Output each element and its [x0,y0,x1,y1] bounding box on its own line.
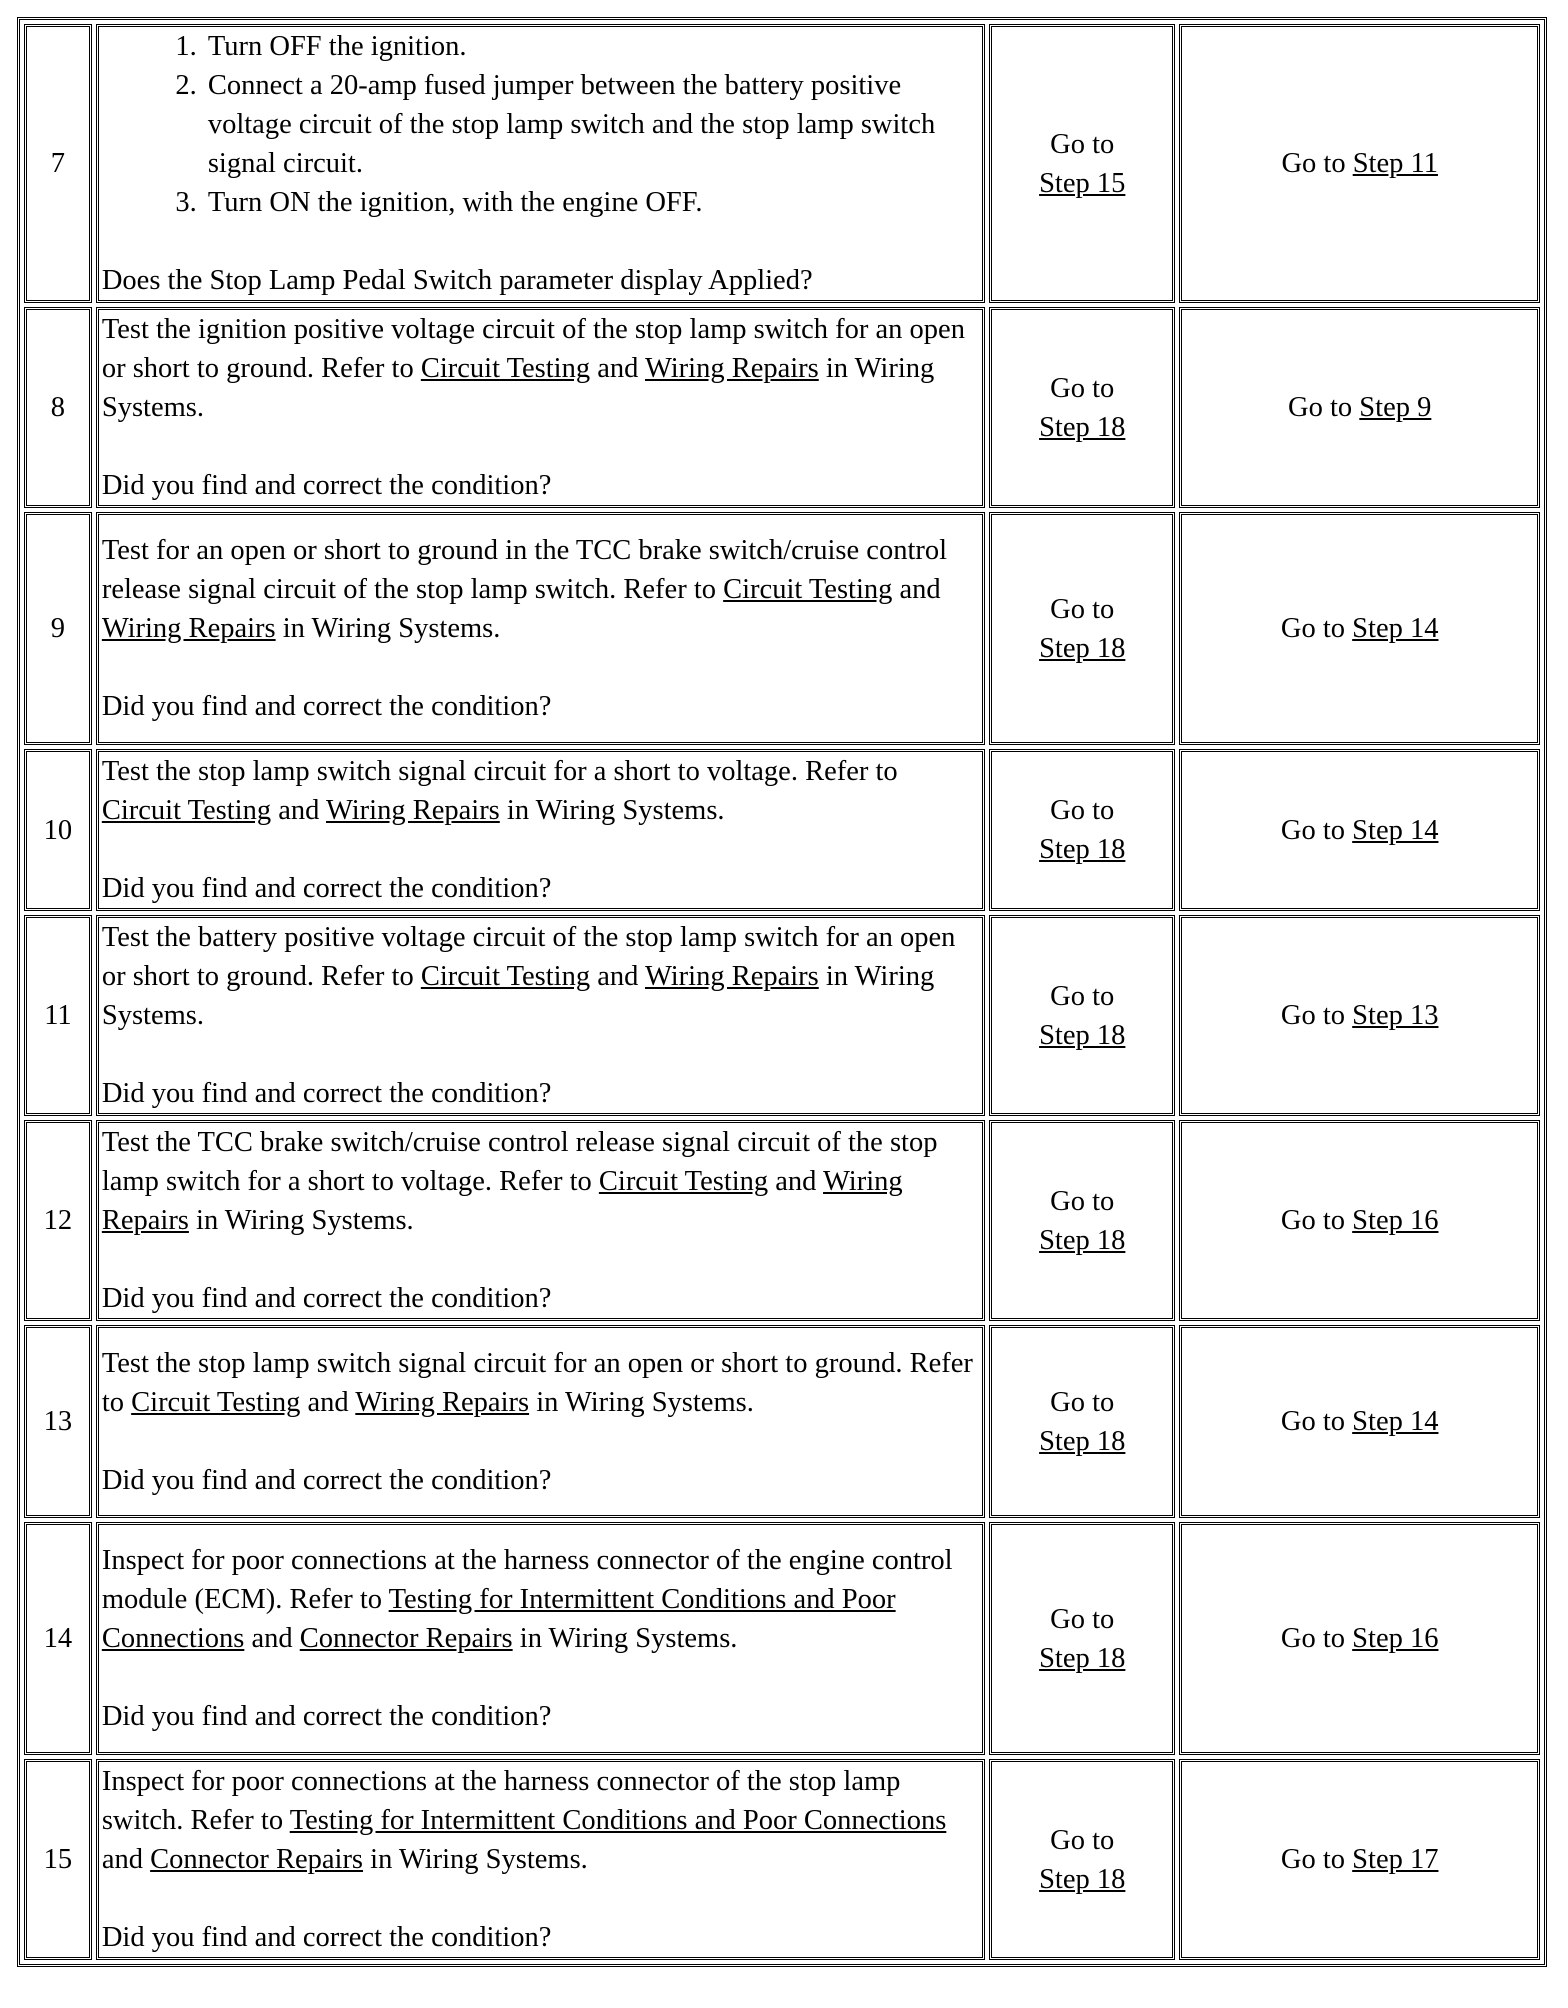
step-number: 8 [24,307,92,508]
circuit-testing-link[interactable]: Circuit Testing [723,574,893,605]
step-number: 14 [24,1522,92,1755]
intermittent-conditions-link[interactable]: Testing for Intermittent Conditions and Poor Connections [289,1805,947,1836]
wiring-repairs-link[interactable]: Wiring Repairs [326,795,500,826]
step-number: 12 [24,1120,92,1321]
step-row-15 [24,1759,1540,1960]
instruction-text: in Wiring Systems. [499,795,725,826]
step-question: Does the Stop Lamp Pedal Switch parameter display Applied? [101,265,813,296]
no-cell [1179,1325,1540,1518]
instruction-text: in Wiring Systems. [101,353,935,423]
instruction-text: Inspect for poor connections at the harness connector of the engine control module (ECM). Refer to [101,1545,953,1615]
step-row-12 [24,1120,1540,1321]
step-number: 13 [24,1325,92,1518]
step-question: Did you find and correct the condition? [101,1283,552,1314]
step-action [96,915,985,1116]
no-prefix: Go to [1280,1844,1346,1875]
step-instruction [102,752,979,830]
yes-cell [989,24,1175,303]
wiring-repairs-link[interactable]: Wiring Repairs [644,353,819,384]
step-action [96,24,985,303]
step-row-7 [24,24,1540,303]
no-cell [1179,1759,1540,1960]
no-step-link[interactable]: Step 14 [1352,1406,1439,1437]
no-step-link[interactable]: Step 16 [1352,1205,1439,1236]
circuit-testing-link[interactable]: Circuit Testing [420,353,591,384]
step-number: 7 [24,24,92,303]
no-cell [1179,749,1540,911]
no-prefix: Go to [1280,1000,1346,1031]
instruction-text: and [101,1844,151,1875]
step-action [96,1522,985,1755]
instruction-text: Test the ignition positive voltage circuit of the stop lamp switch for an open or short to ground. Refer to [101,314,965,384]
step-action [96,749,985,911]
step-row-13 [24,1325,1540,1518]
instruction-text: and [244,1623,300,1654]
yes-cell [989,1522,1175,1755]
instruction-text: Test the stop lamp switch signal circuit for a short to voltage. Refer to [101,756,898,787]
yes-prefix: Go to [1050,372,1115,404]
no-prefix: Go to [1280,613,1346,644]
substep-item: 2. Connect a 20-amp fused jumper between the battery positive voltage circuit of the stop lamp switch and the stop lamp switch signal circuit. [204,66,979,183]
connector-repairs-link[interactable]: Connector Repairs [150,1844,364,1875]
instruction-text: Test the battery positive voltage circuit of the stop lamp switch for an open or short to ground. Refer to [101,922,956,992]
no-step-link[interactable]: Step 17 [1352,1844,1439,1875]
no-step-link[interactable]: Step 9 [1359,392,1432,423]
step-instruction [102,1344,979,1422]
step-instruction [102,1123,979,1240]
no-cell [1179,307,1540,508]
step-action [96,1120,985,1321]
no-prefix: Go to [1280,1406,1346,1437]
wiring-repairs-link[interactable]: Wiring Repairs [355,1386,530,1418]
step-instruction [102,1541,979,1658]
instruction-text: Inspect for poor connections at the harness connector of the stop lamp switch. Refer to [101,1766,901,1836]
yes-prefix: Go to [1050,128,1115,160]
no-prefix: Go to [1280,1205,1346,1236]
steps-table-body [24,24,1540,1960]
step-question: Did you find and correct the condition? [101,1464,552,1496]
step-substeps-list [102,27,979,222]
circuit-testing-link[interactable]: Circuit Testing [598,1166,769,1197]
diagnostic-steps-table [17,17,1547,1967]
yes-step-link[interactable]: Step 18 [1039,1425,1126,1457]
step-number: 11 [24,915,92,1116]
wiring-repairs-link[interactable]: Wiring Repairs [101,613,276,644]
substep-item: 1. Turn OFF the ignition. [204,27,979,66]
instruction-text: in Wiring Systems. [363,1844,588,1875]
step-number: 15 [24,1759,92,1960]
yes-prefix: Go to [1050,1386,1115,1418]
yes-step-link[interactable]: Step 18 [1039,1642,1126,1674]
connector-repairs-link[interactable]: Connector Repairs [299,1623,513,1654]
yes-cell [989,512,1175,745]
instruction-text: and [590,961,645,992]
no-prefix: Go to [1280,1623,1346,1654]
yes-cell [989,1120,1175,1321]
instruction-text: in Wiring Systems. [275,613,501,644]
yes-prefix: Go to [1050,593,1115,625]
yes-step-link[interactable]: Step 18 [1039,632,1126,664]
step-question: Did you find and correct the condition? [101,1078,552,1109]
no-step-link[interactable]: Step 14 [1352,613,1439,644]
yes-step-link[interactable]: Step 18 [1039,1019,1126,1051]
yes-cell [989,1759,1175,1960]
instruction-text: Test the TCC brake switch/cruise control release signal circuit of the stop lamp switch for a short to voltage. Refer to [101,1127,938,1197]
step-question: Did you find and correct the condition? [101,873,552,904]
yes-cell [989,915,1175,1116]
yes-prefix: Go to [1050,1603,1115,1635]
instruction-text: in Wiring Systems. [529,1386,754,1418]
yes-prefix: Go to [1050,795,1115,826]
no-step-link[interactable]: Step 11 [1352,148,1438,179]
step-question: Did you find and correct the condition? [101,1701,552,1732]
no-prefix: Go to [1288,392,1353,423]
step-question: Did you find and correct the condition? [101,1922,552,1953]
step-instruction [102,918,979,1035]
no-cell [1179,1522,1540,1755]
wiring-repairs-link[interactable]: Wiring Repairs [101,1166,903,1236]
instruction-text: and [300,1386,356,1418]
step-number: 9 [24,512,92,745]
yes-step-link[interactable]: Step 18 [1039,1863,1126,1895]
substep-item: 3. Turn ON the ignition, with the engine OFF. [204,183,979,222]
step-row-14 [24,1522,1540,1755]
instruction-text: Test for an open or short to ground in the TCC brake switch/cruise control release signal circuit of the stop lamp switch. Refer to [101,535,948,605]
step-row-9 [24,512,1540,745]
step-instruction [102,531,979,648]
instruction-text: and [768,1166,824,1197]
instruction-text: in Wiring Systems. [188,1205,414,1236]
no-step-link[interactable]: Step 13 [1352,1000,1439,1031]
instruction-text: in Wiring Systems. [512,1623,738,1654]
intermittent-conditions-link[interactable]: Testing for Intermittent Conditions and Poor Connections [101,1584,896,1654]
yes-cell [989,1325,1175,1518]
no-cell [1179,915,1540,1116]
no-cell [1179,512,1540,745]
no-step-link[interactable]: Step 14 [1352,814,1439,846]
yes-prefix: Go to [1050,980,1115,1012]
no-prefix: Go to [1281,148,1346,179]
yes-prefix: Go to [1050,1824,1115,1856]
step-action [96,1325,985,1518]
step-action [96,1759,985,1960]
step-row-11 [24,915,1540,1116]
step-action [96,512,985,745]
step-action [96,307,985,508]
no-cell [1179,24,1540,303]
instruction-text: Test the stop lamp switch signal circuit for an open or short to ground. Refer to [101,1347,973,1418]
circuit-testing-link[interactable]: Circuit Testing [420,961,591,992]
circuit-testing-link[interactable]: Circuit Testing [131,1386,301,1418]
no-cell [1179,1120,1540,1321]
instruction-text: in Wiring Systems. [101,961,935,1031]
no-step-link[interactable]: Step 16 [1352,1623,1439,1654]
yes-step-link[interactable]: Step 18 [1039,1224,1126,1256]
instruction-text: and [892,574,941,605]
yes-cell [989,749,1175,911]
yes-step-link[interactable]: Step 15 [1039,167,1126,199]
yes-prefix: Go to [1050,1185,1115,1217]
step-row-8 [24,307,1540,508]
yes-cell [989,307,1175,508]
yes-step-link[interactable]: Step 18 [1039,411,1126,443]
wiring-repairs-link[interactable]: Wiring Repairs [644,961,819,992]
no-prefix: Go to [1280,814,1346,846]
instruction-text: and [590,353,645,384]
instruction-text: and [271,795,326,826]
step-question: Did you find and correct the condition? [101,470,552,501]
yes-step-link[interactable]: Step 18 [1039,834,1126,865]
circuit-testing-link[interactable]: Circuit Testing [101,795,272,826]
step-row-10 [24,749,1540,911]
step-instruction [102,310,979,427]
step-number: 10 [24,749,92,911]
step-question: Did you find and correct the condition? [101,691,552,722]
step-instruction [102,1762,979,1879]
